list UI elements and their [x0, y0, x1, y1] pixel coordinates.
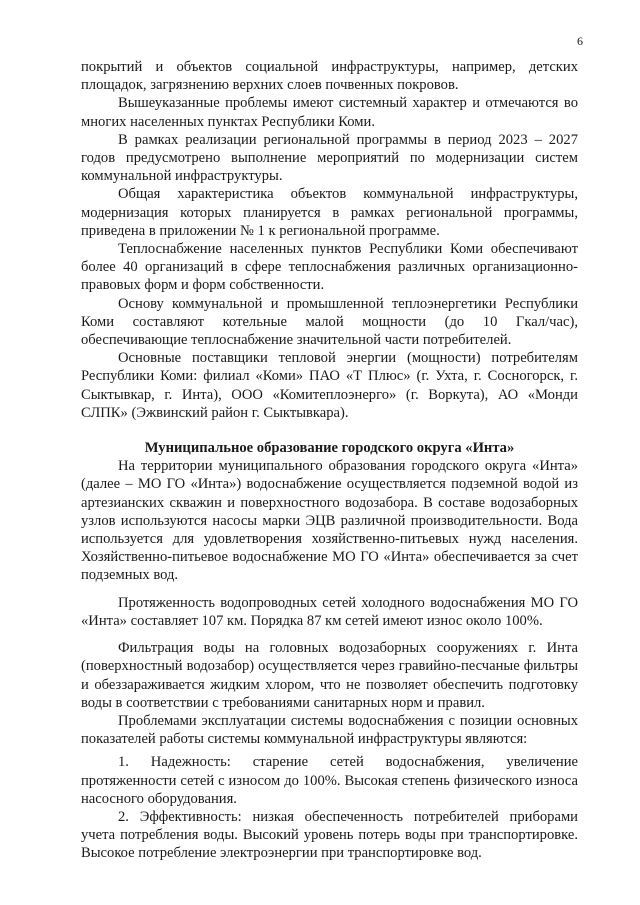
paragraph: Протяженность водопроводных сетей холодного водоснабжения МО ГО «Инта» составляет 107 км. Порядка 87 км сетей имеют износ около 100%. — [81, 594, 578, 629]
paragraph: Теплоснабжение населенных пунктов Республики Коми обеспечивают более 40 организаций в сфере теплоснабжения различных организационно-правовых форм и форм собственности. — [81, 241, 578, 294]
paragraph: В рамках реализации региональной программы в период 2023 – 2027 годов предусмотрено выполнение мероприятий по модернизации систем коммунальной инфраструктуры. — [81, 131, 578, 185]
paragraph: Вышеуказанные проблемы имеют системный характер и отмечаются во многих населенных пунктах Республики Коми. — [81, 95, 578, 130]
list-item: 2. Эффективность: низкая обеспеченность потребителей приборами учета потребления воды. Высокий уровень потерь воды при транспортировке. Высокое потребление электроэнергии при транспортировке вод. — [81, 808, 578, 862]
document-body — [81, 58, 578, 863]
paragraph: покрытий и объектов социальной инфраструктуры, например, детских площадок, загрязнению верхних слоев почвенных покровов. — [81, 59, 578, 94]
section-heading: Муниципальное образование городского округа «Инта» — [144, 440, 515, 457]
list-item: 1. Надежность: старение сетей водоснабжения, увеличение протяженности сетей с износом до 100%. Высокая степень физического износа насосного оборудования. — [81, 754, 578, 807]
page-number: 6 — [577, 34, 583, 48]
paragraph: На территории муниципального образования городского округа «Инта» (далее – МО ГО «Инта») водоснабжение осуществляется подземной водой из артезианских скважин и поверхностного водозабора. В составе водозаборных узлов используются насосы марки ЭЦВ различной производительности. Вода используется для удовлетворения хозяйственно-питьевых нужд населения. Хозяйственно-питьевое водоснабжение МО ГО «Инта» обеспечивается за счет подземных вод. — [81, 458, 578, 584]
paragraph: Фильтрация воды на головных водозаборных сооружениях г. Инта (поверхностный водозабор) осуществляется через гравийно-песчаные фильтры и обеззараживается жидким хлором, что не позволяет обеспечить подготовку воды в соответствии с требованиями санитарных норм и правил. — [81, 640, 578, 711]
paragraph: Общая характеристика объектов коммунальной инфраструктуры, модернизация которых планируется в рамках региональной программы, приведена в приложении № 1 к региональной программе. — [81, 186, 578, 239]
paragraph: Основные поставщики тепловой энергии (мощности) потребителям Республики Коми: филиал «Коми» ПАО «Т Плюс» (г. Ухта, г. Сосногорск, г. Сыктывкар, г. Инта), ООО «Комитеплоэнерго» (г. Воркута), АО «Монди СЛПК» (Эжвинский район г. Сыктывкара). — [81, 350, 578, 421]
paragraph: Проблемами эксплуатации системы водоснабжения с позиции основных показателей работы системы коммунальной инфраструктуры являются: — [81, 712, 578, 748]
paragraph: Основу коммунальной и промышленной теплоэнергетики Республики Коми составляют котельные малой мощности (до 10 Гкал/час), обеспечивающие теплоснабжение значительной части потребителей. — [81, 295, 578, 349]
